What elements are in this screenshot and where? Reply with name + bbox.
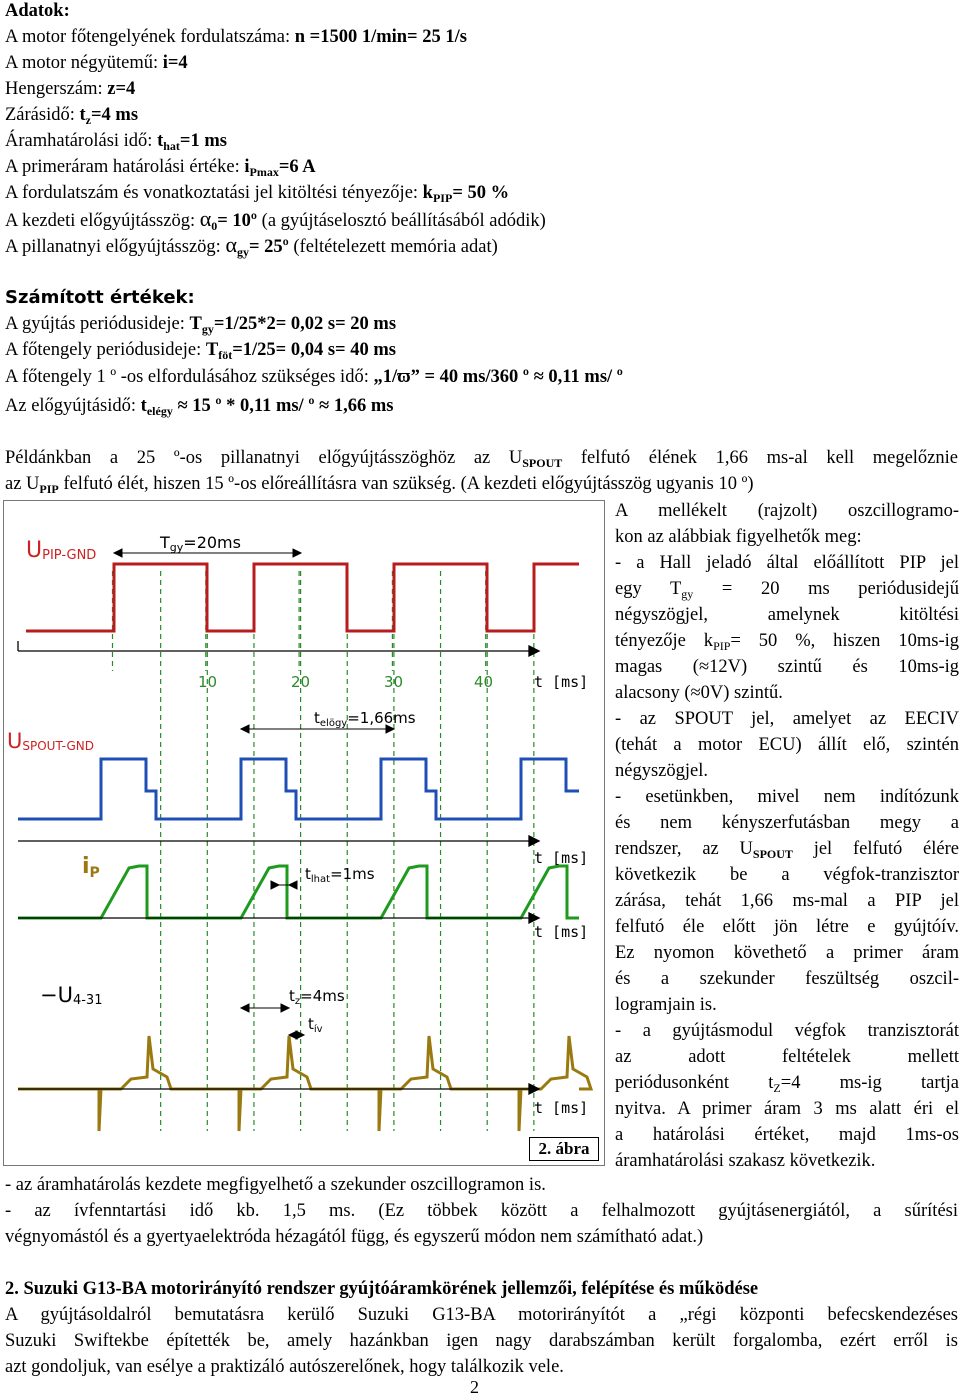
szamitott-line-3: A főtengely 1 º -os elfordulásához szükséges idő: „1/ϖ” = 40 ms/360 º ≈ 0,11 ms/ º <box>5 367 623 387</box>
primary-current-waveform <box>18 866 579 918</box>
side-line-12: - esetünkben, mivel nem indítózunk <box>615 787 959 807</box>
section-2-line-3: azt gondoljuk, van esélye a praktizáló autószerelőnek, hogy találkozik vele. <box>5 1357 564 1377</box>
tlhat-label: $t_{lhat}=1ms$ <box>305 865 375 885</box>
side-line-2: kon az alábbiak figyelhetők meg: <box>615 527 862 547</box>
tiv-arrowheads <box>289 1031 304 1039</box>
page-number: 2 <box>470 1377 479 1397</box>
side-line-21: - a gyújtásmodul végfok tranzisztorát <box>615 1021 959 1041</box>
oscillogram-figure <box>3 500 605 1166</box>
t-ms-label-4: t [ms] <box>534 1099 589 1117</box>
adatok-line-4: Zárásidő: $t_z=4$ ms <box>5 105 139 127</box>
side-line-22: az adott feltételek mellett <box>615 1047 959 1067</box>
tick-10: 10 <box>198 673 218 691</box>
figure-caption: 2. ábra <box>529 1137 599 1161</box>
tz-label: $t_z=4ms$ <box>289 987 345 1007</box>
bottom-line-1: - az áramhatárolás kezdete megfigyelhető a szekunder oszcillogramon is. <box>5 1175 546 1195</box>
side-line-10: (tehát a motor ECU) állít elő, szintén <box>615 735 959 755</box>
side-line-17: felfutó éle előtt jön létre e gyújtóív. <box>615 917 959 937</box>
side-line-25: a határolási értéket, majd 1ms-os <box>615 1125 959 1145</box>
tick-20: 20 <box>291 673 311 691</box>
adatok-line-2: A motor négyütemű: i=4 <box>5 53 188 73</box>
u-spout-label: USPOUT-GND <box>7 729 94 753</box>
szamitott-line-1: A gyújtás periódusideje: $T_{gy}=1/25*2= 0,02$ s= 20 ms <box>5 314 397 336</box>
spout-waveform <box>18 759 579 819</box>
side-line-19: és a szekunder feszültség oszcil- <box>615 969 959 989</box>
tick-40: 40 <box>474 673 494 691</box>
side-line-11: négyszögjel. <box>615 761 708 781</box>
adatok-line-7: A fordulatszám és vonatkoztatási jel kitöltési tényezője: $k_{PIP}= 50$ % <box>5 183 510 205</box>
adatok-line-8: A kezdeti előgyújtásszög: $\alpha_0=$ 10º (a gyújtáselosztó beállításából adódik) <box>5 206 546 233</box>
adatok-line-5: Áramhatárolási idő: $t_{hat}=1$ ms <box>5 131 227 153</box>
u431-label: −U4-31 <box>40 983 103 1008</box>
side-line-3: - a Hall jeladó által előállított PIP jel <box>615 553 959 573</box>
side-line-5: négyszögjel, amelynek kitöltési <box>615 605 959 625</box>
oscillogram-svg <box>4 501 604 1165</box>
side-line-15: következik be a végfok-tranzisztor <box>615 865 959 885</box>
szamitott-heading: Számított értékek: <box>5 287 195 308</box>
adatok-line-3: Hengerszám: z=4 <box>5 79 136 99</box>
szamitott-line-4: Az előgyújtásidő: $t_{elégy} \approx 15$ º * 0,11 ms/ º ≈ 1,66 ms <box>5 396 394 418</box>
side-line-9: - az SPOUT jel, amelyet az EECIV <box>615 709 959 729</box>
szamitott-line-2: A főtengely periódusideje: $T_{föt}=1/25= 0,04$ s= 40 ms <box>5 340 396 362</box>
side-line-16: zárása, tehát 1,66 ms-mal a PIP jel <box>615 891 959 911</box>
side-line-6: tényezője $k_{PIP}= 50$ %, hiszen 10ms-ig <box>615 631 960 653</box>
side-line-8: alacsony (≈0V) szintű. <box>615 683 783 703</box>
section-2-heading: 2. Suzuki G13-BA motorirányító rendszer gyújtóáramkörének jellemzői, felépítése és működése <box>5 1279 759 1299</box>
side-line-20: logramjain is. <box>615 995 717 1015</box>
t-ms-label-3: t [ms] <box>534 923 589 941</box>
tiv-label: $t_{ív}$ <box>308 1015 323 1035</box>
t-ms-label-2: t [ms] <box>534 849 589 867</box>
side-line-23: periódusonként $t_Z=4$ ms-ig tartja <box>615 1073 960 1095</box>
side-line-14: rendszer, az $U_{SPOUT}$ jel felfutó élére <box>615 839 959 861</box>
pip-waveform <box>26 564 579 631</box>
peldank-line-2: az $U_{PIP}$ felfutó élét, hiszen 15 º-os előreállításra van szükség. (A kezdeti előgyújtásszög ugyanis 10 º) <box>5 474 754 496</box>
u-pip-label: UPIP-GND <box>26 538 97 563</box>
grid-lines <box>113 571 534 1131</box>
secondary-voltage-waveform <box>18 1036 591 1131</box>
section-2-line-1: A gyújtásoldalról bemutatásra kerülő Suzuki G13-BA motorirányítót a „régi központi befecskendezéses <box>5 1305 958 1325</box>
adatok-line-1: A motor főtengelyének fordulatszáma: n =1500 1/min= 25 1/s <box>5 27 467 47</box>
telogy-label: $t_{elögy}=1,66ms$ <box>314 709 416 729</box>
tgy-label: Tgy=20ms <box>160 533 241 554</box>
tick-30: 30 <box>384 673 404 691</box>
section-2-line-2: Suzuki Swiftekbe építették be, amely hazánkban igen nagy darabszámban került forgalomba, ezért erről is <box>5 1331 958 1351</box>
side-line-13: és nem kényszerfutásban megy a <box>615 813 959 833</box>
ip-label: iP <box>82 854 100 881</box>
bottom-line-3: végnyomástól és a gyertyaelektróda hézagától függ, és egyszerű módon nem számítható adat.) <box>5 1227 704 1247</box>
side-line-7: magas (≈12V) szintű és 10ms-ig <box>615 657 959 677</box>
peldank-line-1: Példánkban a 25 º-os pillanatnyi előgyújtásszöghöz az $U_{SPOUT}$ felfutó élének 1,66 ms-al kell megelőznie <box>5 448 958 470</box>
side-line-18: Ez nyomon követhető a primer áram <box>615 943 959 963</box>
bottom-line-2: - az ívfenntartási idő kb. 1,5 ms. (Ez többek között a felhalmozott gyújtásenergiától, a sűrítési <box>5 1201 958 1221</box>
side-line-1: A mellékelt (rajzolt) oszcillogramo- <box>615 501 959 521</box>
side-line-24: nyitva. A primer áram 3 ms alatt éri el <box>615 1099 959 1119</box>
adatok-heading: Adatok: <box>5 1 70 21</box>
side-line-4: egy $T_{gy} = 20$ ms periódusidejű <box>615 579 959 601</box>
side-line-26: áramhatárolási szakasz következik. <box>615 1151 876 1171</box>
adatok-line-6: A primeráram határolási értéke: $i_{Pmax}=6$ A <box>5 157 316 179</box>
t-ms-label-1: t [ms] <box>534 673 589 691</box>
adatok-line-9: A pillanatnyi előgyújtásszög: $\alpha_{gy}=$ 25º (feltételezett memória adat) <box>5 232 498 259</box>
